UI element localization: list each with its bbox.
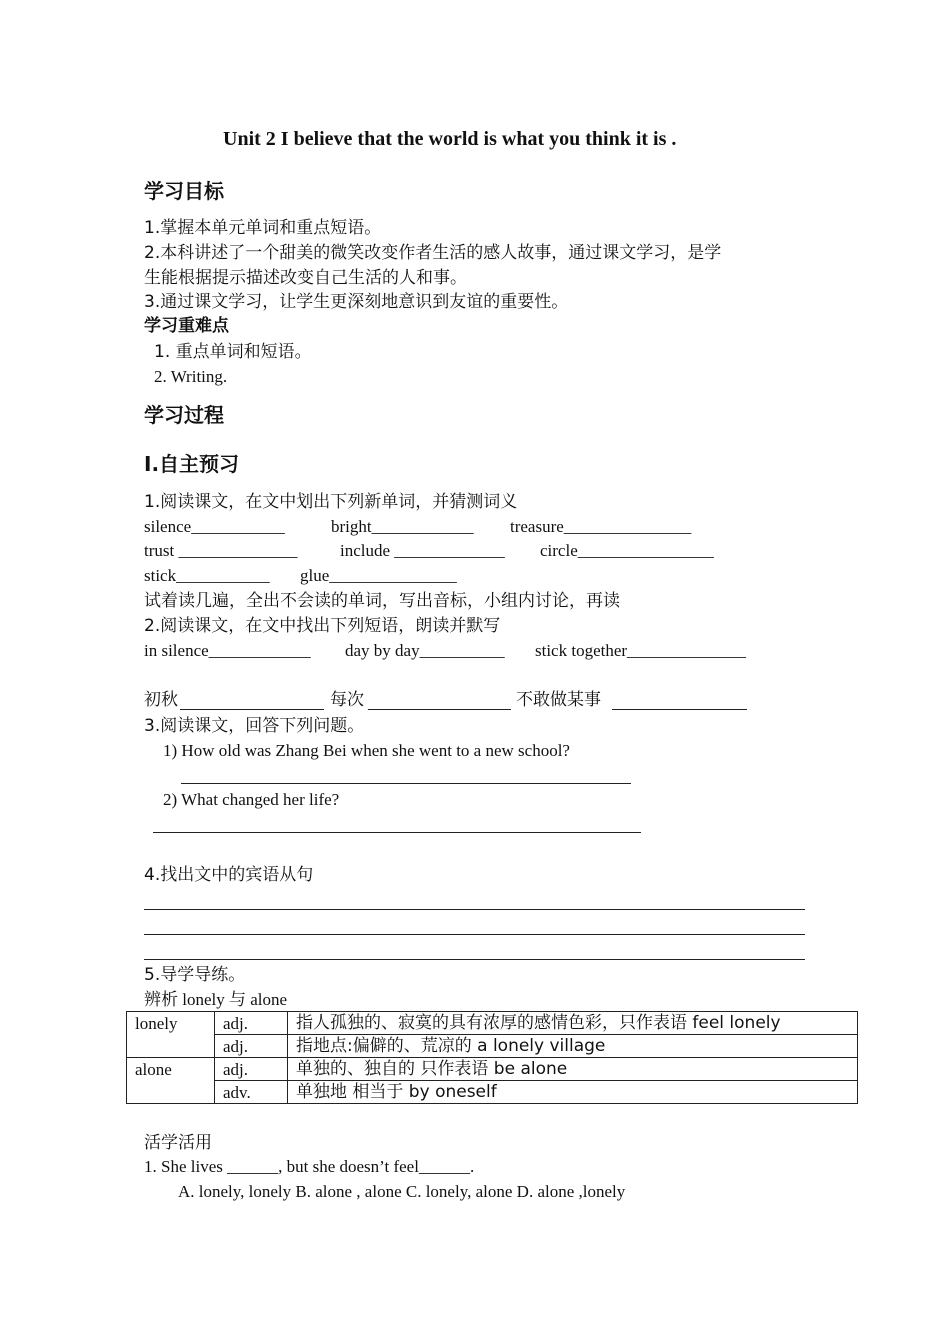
preview-heading: I.自主预习	[144, 452, 240, 476]
goal-item-2-continued: 生能根据提示描述改变自己生活的人和事。	[144, 268, 467, 288]
blank-line[interactable]	[612, 709, 747, 710]
task-1: 1.阅读课文，在文中划出下列新单词，并猜测词义	[144, 492, 518, 512]
meaning-cell: 指地点:偏僻的、荒凉的 a lonely village	[288, 1035, 858, 1058]
answer-line[interactable]	[144, 934, 805, 935]
table-row	[127, 1058, 858, 1081]
blank-line[interactable]	[368, 709, 511, 710]
word-include: include _____________	[340, 541, 505, 560]
table-row	[127, 1081, 858, 1104]
word-cell: lonely	[127, 1012, 215, 1058]
pos-cell: adj.	[215, 1035, 288, 1058]
difficult-item-2: 2. Writing.	[154, 367, 228, 386]
answer-line[interactable]	[181, 783, 631, 784]
word-glue: glue_______________	[300, 566, 457, 585]
zh-phrase-every-time: 每次	[330, 690, 364, 710]
goal-item-2: 2.本科讲述了一个甜美的微笑改变作者生活的感人故事，通过课文学习，是学	[144, 243, 722, 263]
blank-line[interactable]	[180, 709, 324, 710]
task-5: 5.导学导练。	[144, 965, 246, 985]
phrase-day-by-day: day by day__________	[345, 641, 505, 660]
word-circle: circle________________	[540, 541, 714, 560]
goal-item-3: 3.通过课文学习，让学生更深刻地意识到友谊的重要性。	[144, 292, 569, 312]
meaning-cell: 指人孤独的、寂寞的具有浓厚的感情色彩，只作表语 feel lonely	[288, 1012, 858, 1035]
meaning-cell: 单独地 相当于 by oneself	[288, 1081, 858, 1104]
task-2: 2.阅读课文，在文中找出下列短语，朗读并默写	[144, 616, 501, 636]
process-heading: 学习过程	[144, 403, 224, 427]
word-stick: stick___________	[144, 566, 270, 585]
question-1: 1) How old was Zhang Bei when she went to a new school?	[163, 741, 570, 760]
word-trust: trust ______________	[144, 541, 298, 560]
goals-heading: 学习目标	[144, 179, 224, 203]
pos-cell: adj.	[215, 1058, 288, 1081]
lonely-alone-table	[126, 1011, 858, 1104]
task-1-reading: 试着读几遍，全出不会读的单词，写出音标，小组内讨论，再读	[144, 591, 620, 611]
answer-line[interactable]	[144, 909, 805, 910]
difficult-item-1: 1. 重点单词和短语。	[154, 342, 312, 362]
answer-line[interactable]	[144, 959, 805, 960]
practice-options: A. lonely, lonely B. alone , alone C. lonely, alone D. alone ,lonely	[178, 1182, 626, 1201]
word-silence: silence___________	[144, 517, 285, 536]
zh-phrase-early-autumn: 初秋	[144, 690, 178, 710]
answer-line[interactable]	[153, 832, 641, 833]
zh-phrase-dare-not: 不敢做某事	[516, 690, 601, 710]
practice-question-1: 1. She lives ______, but she doesn’t feel______.	[144, 1157, 475, 1176]
meaning-cell: 单独的、独自的 只作表语 be alone	[288, 1058, 858, 1081]
phrase-stick-together: stick together______________	[535, 641, 747, 660]
table-row	[127, 1012, 858, 1035]
practice-heading: 活学活用	[144, 1133, 212, 1153]
phrase-in-silence: in silence____________	[144, 641, 311, 660]
table-row	[127, 1035, 858, 1058]
pos-cell: adj.	[215, 1012, 288, 1035]
question-2: 2) What changed her life?	[163, 790, 340, 809]
compare-label: 辨析 lonely 与 alone	[144, 990, 288, 1009]
word-bright: bright____________	[331, 517, 474, 536]
goal-item-1: 1.掌握本单元单词和重点短语。	[144, 218, 382, 238]
word-treasure: treasure_______________	[510, 517, 692, 536]
difficult-heading: 学习重难点	[144, 316, 229, 336]
page-title: Unit 2 I believe that the world is what you think it is .	[223, 128, 677, 150]
pos-cell: adv.	[215, 1081, 288, 1104]
task-3: 3.阅读课文，回答下列问题。	[144, 716, 365, 736]
word-cell: alone	[127, 1058, 215, 1104]
task-4: 4.找出文中的宾语从句	[144, 865, 314, 885]
